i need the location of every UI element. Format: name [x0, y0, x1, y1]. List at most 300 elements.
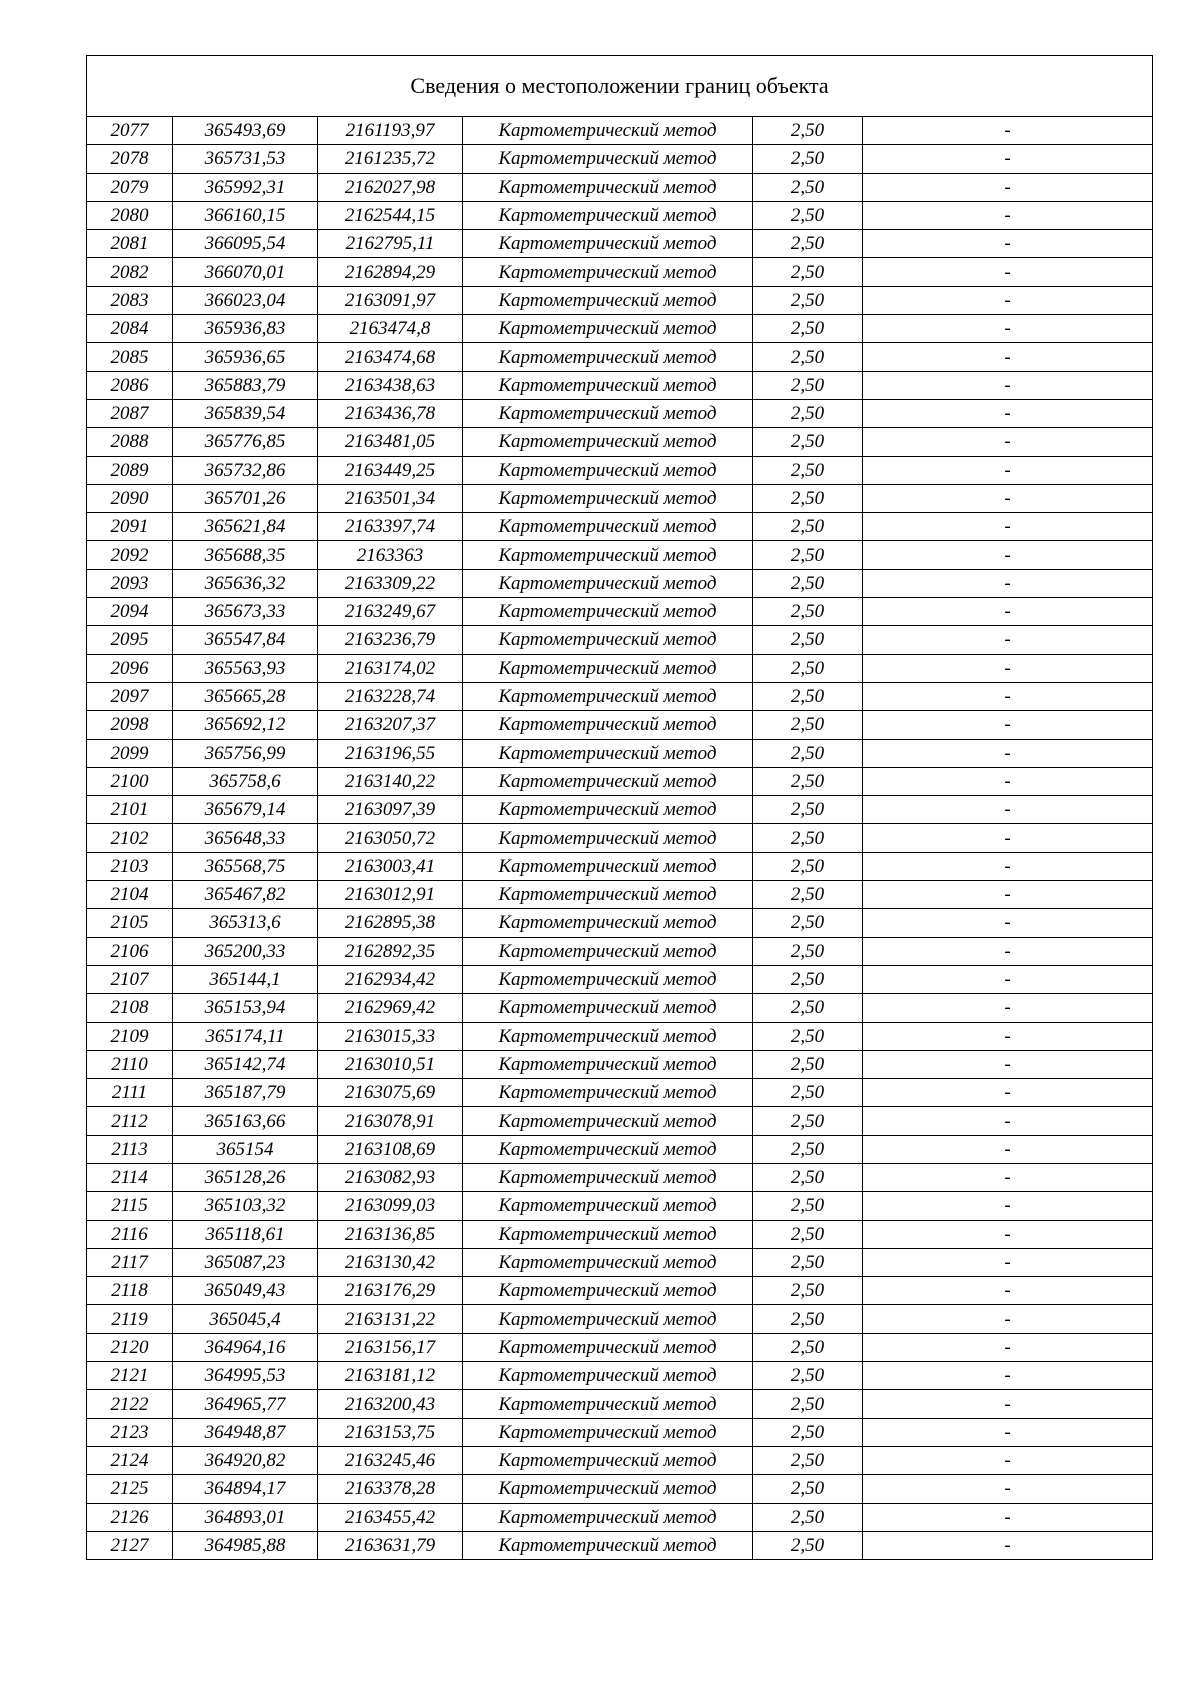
method-cell: Картометрический метод: [463, 824, 753, 852]
table-row: [87, 484, 1153, 512]
x-coordinate-cell: 365144,1: [173, 965, 318, 993]
method-cell: Картометрический метод: [463, 767, 753, 795]
method-cell: Картометрический метод: [463, 682, 753, 710]
x-coordinate-cell: 365648,33: [173, 824, 318, 852]
y-coordinate-cell: 2163481,05: [318, 428, 463, 456]
point-number-cell: 2110: [87, 1050, 173, 1078]
accuracy-cell: 2,50: [753, 1277, 863, 1305]
description-cell: -: [863, 117, 1153, 145]
table-row: [87, 937, 1153, 965]
accuracy-cell: 2,50: [753, 767, 863, 795]
description-cell: -: [863, 1390, 1153, 1418]
y-coordinate-cell: 2163097,39: [318, 796, 463, 824]
point-number-cell: 2112: [87, 1107, 173, 1135]
description-cell: -: [863, 1277, 1153, 1305]
y-coordinate-cell: 2162969,42: [318, 994, 463, 1022]
accuracy-cell: 2,50: [753, 569, 863, 597]
accuracy-cell: 2,50: [753, 1446, 863, 1474]
y-coordinate-cell: 2163309,22: [318, 569, 463, 597]
point-number-cell: 2107: [87, 965, 173, 993]
description-cell: -: [863, 286, 1153, 314]
table-row: [87, 796, 1153, 824]
method-cell: Картометрический метод: [463, 541, 753, 569]
accuracy-cell: 2,50: [753, 428, 863, 456]
table-title-row: [87, 56, 1153, 117]
description-cell: -: [863, 824, 1153, 852]
table-row: [87, 767, 1153, 795]
description-cell: -: [863, 1079, 1153, 1107]
point-number-cell: 2085: [87, 343, 173, 371]
description-cell: -: [863, 682, 1153, 710]
y-coordinate-cell: 2163181,12: [318, 1362, 463, 1390]
table-row: [87, 1163, 1153, 1191]
x-coordinate-cell: 364894,17: [173, 1475, 318, 1503]
accuracy-cell: 2,50: [753, 1248, 863, 1276]
accuracy-cell: 2,50: [753, 711, 863, 739]
y-coordinate-cell: 2163378,28: [318, 1475, 463, 1503]
table-row: [87, 1418, 1153, 1446]
method-cell: Картометрический метод: [463, 343, 753, 371]
accuracy-cell: 2,50: [753, 1220, 863, 1248]
method-cell: Картометрический метод: [463, 1220, 753, 1248]
description-cell: -: [863, 852, 1153, 880]
accuracy-cell: 2,50: [753, 994, 863, 1022]
method-cell: Картометрический метод: [463, 145, 753, 173]
description-cell: -: [863, 569, 1153, 597]
table-row: [87, 569, 1153, 597]
y-coordinate-cell: 2163075,69: [318, 1079, 463, 1107]
x-coordinate-cell: 365732,86: [173, 456, 318, 484]
x-coordinate-cell: 365992,31: [173, 173, 318, 201]
method-cell: Картометрический метод: [463, 1135, 753, 1163]
table-row: [87, 711, 1153, 739]
description-cell: -: [863, 513, 1153, 541]
table-row: [87, 201, 1153, 229]
description-cell: -: [863, 230, 1153, 258]
table-row: [87, 852, 1153, 880]
x-coordinate-cell: 365621,84: [173, 513, 318, 541]
accuracy-cell: 2,50: [753, 852, 863, 880]
method-cell: Картометрический метод: [463, 513, 753, 541]
method-cell: Картометрический метод: [463, 1107, 753, 1135]
point-number-cell: 2078: [87, 145, 173, 173]
accuracy-cell: 2,50: [753, 173, 863, 201]
x-coordinate-cell: 366160,15: [173, 201, 318, 229]
x-coordinate-cell: 365045,4: [173, 1305, 318, 1333]
method-cell: Картометрический метод: [463, 654, 753, 682]
accuracy-cell: 2,50: [753, 1305, 863, 1333]
accuracy-cell: 2,50: [753, 598, 863, 626]
y-coordinate-cell: 2163501,34: [318, 484, 463, 512]
accuracy-cell: 2,50: [753, 343, 863, 371]
x-coordinate-cell: 365756,99: [173, 739, 318, 767]
point-number-cell: 2121: [87, 1362, 173, 1390]
table-row: [87, 1107, 1153, 1135]
accuracy-cell: 2,50: [753, 739, 863, 767]
x-coordinate-cell: 365563,93: [173, 654, 318, 682]
description-cell: -: [863, 767, 1153, 795]
method-cell: Картометрический метод: [463, 484, 753, 512]
method-cell: Картометрический метод: [463, 1277, 753, 1305]
x-coordinate-cell: 365153,94: [173, 994, 318, 1022]
table-row: [87, 1192, 1153, 1220]
method-cell: Картометрический метод: [463, 1022, 753, 1050]
point-number-cell: 2115: [87, 1192, 173, 1220]
accuracy-cell: 2,50: [753, 541, 863, 569]
method-cell: Картометрический метод: [463, 739, 753, 767]
description-cell: -: [863, 1362, 1153, 1390]
description-cell: -: [863, 1475, 1153, 1503]
description-cell: -: [863, 484, 1153, 512]
method-cell: Картометрический метод: [463, 994, 753, 1022]
description-cell: -: [863, 1050, 1153, 1078]
x-coordinate-cell: 365758,6: [173, 767, 318, 795]
x-coordinate-cell: 365883,79: [173, 371, 318, 399]
x-coordinate-cell: 365154: [173, 1135, 318, 1163]
y-coordinate-cell: 2161193,97: [318, 117, 463, 145]
point-number-cell: 2082: [87, 258, 173, 286]
method-cell: Картометрический метод: [463, 626, 753, 654]
table-row: [87, 1390, 1153, 1418]
y-coordinate-cell: 2163140,22: [318, 767, 463, 795]
accuracy-cell: 2,50: [753, 1390, 863, 1418]
point-number-cell: 2091: [87, 513, 173, 541]
accuracy-cell: 2,50: [753, 1333, 863, 1361]
table-row: [87, 1503, 1153, 1531]
x-coordinate-cell: 366023,04: [173, 286, 318, 314]
description-cell: -: [863, 1022, 1153, 1050]
description-cell: -: [863, 428, 1153, 456]
x-coordinate-cell: 365049,43: [173, 1277, 318, 1305]
method-cell: Картометрический метод: [463, 230, 753, 258]
x-coordinate-cell: 365128,26: [173, 1163, 318, 1191]
point-number-cell: 2124: [87, 1446, 173, 1474]
accuracy-cell: 2,50: [753, 145, 863, 173]
method-cell: Картометрический метод: [463, 1050, 753, 1078]
x-coordinate-cell: 365688,35: [173, 541, 318, 569]
y-coordinate-cell: 2163130,42: [318, 1248, 463, 1276]
y-coordinate-cell: 2162934,42: [318, 965, 463, 993]
table-row: [87, 739, 1153, 767]
point-number-cell: 2114: [87, 1163, 173, 1191]
description-cell: -: [863, 881, 1153, 909]
method-cell: Картометрический метод: [463, 1163, 753, 1191]
y-coordinate-cell: 2163012,91: [318, 881, 463, 909]
method-cell: Картометрический метод: [463, 428, 753, 456]
point-number-cell: 2106: [87, 937, 173, 965]
y-coordinate-cell: 2163249,67: [318, 598, 463, 626]
y-coordinate-cell: 2163436,78: [318, 399, 463, 427]
accuracy-cell: 2,50: [753, 117, 863, 145]
table-row: [87, 1305, 1153, 1333]
accuracy-cell: 2,50: [753, 1531, 863, 1559]
point-number-cell: 2105: [87, 909, 173, 937]
method-cell: Картометрический метод: [463, 965, 753, 993]
x-coordinate-cell: 366070,01: [173, 258, 318, 286]
method-cell: Картометрический метод: [463, 1248, 753, 1276]
method-cell: Картометрический метод: [463, 117, 753, 145]
y-coordinate-cell: 2162027,98: [318, 173, 463, 201]
table-row: [87, 909, 1153, 937]
description-cell: -: [863, 399, 1153, 427]
table-row: [87, 1446, 1153, 1474]
point-number-cell: 2088: [87, 428, 173, 456]
y-coordinate-cell: 2163082,93: [318, 1163, 463, 1191]
y-coordinate-cell: 2163099,03: [318, 1192, 463, 1220]
description-cell: -: [863, 1135, 1153, 1163]
y-coordinate-cell: 2163050,72: [318, 824, 463, 852]
point-number-cell: 2119: [87, 1305, 173, 1333]
method-cell: Картометрический метод: [463, 1305, 753, 1333]
table-row: [87, 824, 1153, 852]
point-number-cell: 2092: [87, 541, 173, 569]
y-coordinate-cell: 2163455,42: [318, 1503, 463, 1531]
accuracy-cell: 2,50: [753, 824, 863, 852]
description-cell: -: [863, 456, 1153, 484]
method-cell: Картометрический метод: [463, 909, 753, 937]
x-coordinate-cell: 364920,82: [173, 1446, 318, 1474]
method-cell: Картометрический метод: [463, 1475, 753, 1503]
accuracy-cell: 2,50: [753, 1362, 863, 1390]
point-number-cell: 2118: [87, 1277, 173, 1305]
x-coordinate-cell: 365679,14: [173, 796, 318, 824]
method-cell: Картометрический метод: [463, 173, 753, 201]
description-cell: -: [863, 739, 1153, 767]
accuracy-cell: 2,50: [753, 399, 863, 427]
table-row: [87, 428, 1153, 456]
x-coordinate-cell: 365665,28: [173, 682, 318, 710]
point-number-cell: 2116: [87, 1220, 173, 1248]
point-number-cell: 2093: [87, 569, 173, 597]
table-row: [87, 343, 1153, 371]
y-coordinate-cell: 2163015,33: [318, 1022, 463, 1050]
description-cell: -: [863, 1503, 1153, 1531]
point-number-cell: 2094: [87, 598, 173, 626]
accuracy-cell: 2,50: [753, 965, 863, 993]
table-row: [87, 541, 1153, 569]
x-coordinate-cell: 365200,33: [173, 937, 318, 965]
y-coordinate-cell: 2163174,02: [318, 654, 463, 682]
accuracy-cell: 2,50: [753, 1163, 863, 1191]
accuracy-cell: 2,50: [753, 201, 863, 229]
accuracy-cell: 2,50: [753, 258, 863, 286]
point-number-cell: 2101: [87, 796, 173, 824]
point-number-cell: 2090: [87, 484, 173, 512]
y-coordinate-cell: 2163474,8: [318, 315, 463, 343]
table-row: [87, 286, 1153, 314]
point-number-cell: 2077: [87, 117, 173, 145]
table-row: [87, 230, 1153, 258]
point-number-cell: 2089: [87, 456, 173, 484]
method-cell: Картометрический метод: [463, 1418, 753, 1446]
table-row: [87, 1079, 1153, 1107]
method-cell: Картометрический метод: [463, 1192, 753, 1220]
method-cell: Картометрический метод: [463, 286, 753, 314]
y-coordinate-cell: 2163207,37: [318, 711, 463, 739]
y-coordinate-cell: 2163228,74: [318, 682, 463, 710]
table-row: [87, 1022, 1153, 1050]
method-cell: Картометрический метод: [463, 852, 753, 880]
accuracy-cell: 2,50: [753, 1135, 863, 1163]
description-cell: -: [863, 711, 1153, 739]
x-coordinate-cell: 365936,83: [173, 315, 318, 343]
point-number-cell: 2099: [87, 739, 173, 767]
description-cell: -: [863, 654, 1153, 682]
y-coordinate-cell: 2163003,41: [318, 852, 463, 880]
method-cell: Картометрический метод: [463, 881, 753, 909]
accuracy-cell: 2,50: [753, 909, 863, 937]
accuracy-cell: 2,50: [753, 1022, 863, 1050]
y-coordinate-cell: 2162795,11: [318, 230, 463, 258]
x-coordinate-cell: 365839,54: [173, 399, 318, 427]
method-cell: Картометрический метод: [463, 1390, 753, 1418]
description-cell: -: [863, 173, 1153, 201]
point-number-cell: 2100: [87, 767, 173, 795]
method-cell: Картометрический метод: [463, 201, 753, 229]
x-coordinate-cell: 365568,75: [173, 852, 318, 880]
y-coordinate-cell: 2163196,55: [318, 739, 463, 767]
y-coordinate-cell: 2162892,35: [318, 937, 463, 965]
accuracy-cell: 2,50: [753, 937, 863, 965]
table-row: [87, 456, 1153, 484]
description-cell: -: [863, 371, 1153, 399]
y-coordinate-cell: 2163010,51: [318, 1050, 463, 1078]
table-row: [87, 1333, 1153, 1361]
boundary-table: [86, 55, 1153, 1560]
x-coordinate-cell: 364995,53: [173, 1362, 318, 1390]
y-coordinate-cell: 2162544,15: [318, 201, 463, 229]
x-coordinate-cell: 364985,88: [173, 1531, 318, 1559]
point-number-cell: 2104: [87, 881, 173, 909]
point-number-cell: 2120: [87, 1333, 173, 1361]
x-coordinate-cell: 364893,01: [173, 1503, 318, 1531]
x-coordinate-cell: 364948,87: [173, 1418, 318, 1446]
method-cell: Картометрический метод: [463, 796, 753, 824]
y-coordinate-cell: 2163397,74: [318, 513, 463, 541]
method-cell: Картометрический метод: [463, 1503, 753, 1531]
x-coordinate-cell: 364964,16: [173, 1333, 318, 1361]
description-cell: -: [863, 1446, 1153, 1474]
description-cell: -: [863, 626, 1153, 654]
method-cell: Картометрический метод: [463, 371, 753, 399]
y-coordinate-cell: 2163449,25: [318, 456, 463, 484]
table-row: [87, 682, 1153, 710]
accuracy-cell: 2,50: [753, 1418, 863, 1446]
x-coordinate-cell: 365103,32: [173, 1192, 318, 1220]
accuracy-cell: 2,50: [753, 230, 863, 258]
method-cell: Картометрический метод: [463, 598, 753, 626]
x-coordinate-cell: 365701,26: [173, 484, 318, 512]
table-row: [87, 315, 1153, 343]
description-cell: -: [863, 1163, 1153, 1191]
accuracy-cell: 2,50: [753, 513, 863, 541]
table-row: [87, 399, 1153, 427]
point-number-cell: 2086: [87, 371, 173, 399]
table-row: [87, 881, 1153, 909]
description-cell: -: [863, 1107, 1153, 1135]
point-number-cell: 2102: [87, 824, 173, 852]
point-number-cell: 2125: [87, 1475, 173, 1503]
table-row: [87, 513, 1153, 541]
method-cell: Картометрический метод: [463, 569, 753, 597]
method-cell: Картометрический метод: [463, 258, 753, 286]
accuracy-cell: 2,50: [753, 286, 863, 314]
method-cell: Картометрический метод: [463, 1362, 753, 1390]
table-row: [87, 965, 1153, 993]
x-coordinate-cell: 365087,23: [173, 1248, 318, 1276]
y-coordinate-cell: 2163200,43: [318, 1390, 463, 1418]
description-cell: -: [863, 1531, 1153, 1559]
x-coordinate-cell: 365174,11: [173, 1022, 318, 1050]
y-coordinate-cell: 2163091,97: [318, 286, 463, 314]
y-coordinate-cell: 2163156,17: [318, 1333, 463, 1361]
accuracy-cell: 2,50: [753, 1475, 863, 1503]
description-cell: -: [863, 1248, 1153, 1276]
description-cell: -: [863, 1333, 1153, 1361]
accuracy-cell: 2,50: [753, 371, 863, 399]
x-coordinate-cell: 365673,33: [173, 598, 318, 626]
point-number-cell: 2108: [87, 994, 173, 1022]
x-coordinate-cell: 365187,79: [173, 1079, 318, 1107]
method-cell: Картометрический метод: [463, 1333, 753, 1361]
y-coordinate-cell: 2163176,29: [318, 1277, 463, 1305]
x-coordinate-cell: 365467,82: [173, 881, 318, 909]
accuracy-cell: 2,50: [753, 1107, 863, 1135]
table-row: [87, 173, 1153, 201]
description-cell: -: [863, 937, 1153, 965]
accuracy-cell: 2,50: [753, 626, 863, 654]
y-coordinate-cell: 2163363: [318, 541, 463, 569]
table-row: [87, 1050, 1153, 1078]
table-row: [87, 654, 1153, 682]
point-number-cell: 2123: [87, 1418, 173, 1446]
point-number-cell: 2109: [87, 1022, 173, 1050]
method-cell: Картометрический метод: [463, 456, 753, 484]
table-body: [87, 117, 1153, 1560]
method-cell: Картометрический метод: [463, 399, 753, 427]
x-coordinate-cell: 365776,85: [173, 428, 318, 456]
y-coordinate-cell: 2163108,69: [318, 1135, 463, 1163]
point-number-cell: 2087: [87, 399, 173, 427]
y-coordinate-cell: 2163153,75: [318, 1418, 463, 1446]
method-cell: Картометрический метод: [463, 1446, 753, 1474]
table-row: [87, 145, 1153, 173]
table-row: [87, 371, 1153, 399]
description-cell: -: [863, 1220, 1153, 1248]
y-coordinate-cell: 2163136,85: [318, 1220, 463, 1248]
point-number-cell: 2079: [87, 173, 173, 201]
y-coordinate-cell: 2163236,79: [318, 626, 463, 654]
accuracy-cell: 2,50: [753, 796, 863, 824]
point-number-cell: 2103: [87, 852, 173, 880]
table-row: [87, 994, 1153, 1022]
y-coordinate-cell: 2163438,63: [318, 371, 463, 399]
method-cell: Картометрический метод: [463, 1531, 753, 1559]
accuracy-cell: 2,50: [753, 1050, 863, 1078]
table-row: [87, 626, 1153, 654]
x-coordinate-cell: 365692,12: [173, 711, 318, 739]
method-cell: Картометрический метод: [463, 315, 753, 343]
point-number-cell: 2117: [87, 1248, 173, 1276]
table-row: [87, 1362, 1153, 1390]
accuracy-cell: 2,50: [753, 682, 863, 710]
x-coordinate-cell: 365731,53: [173, 145, 318, 173]
point-number-cell: 2096: [87, 654, 173, 682]
description-cell: -: [863, 541, 1153, 569]
accuracy-cell: 2,50: [753, 1503, 863, 1531]
x-coordinate-cell: 365313,6: [173, 909, 318, 937]
x-coordinate-cell: 365547,84: [173, 626, 318, 654]
